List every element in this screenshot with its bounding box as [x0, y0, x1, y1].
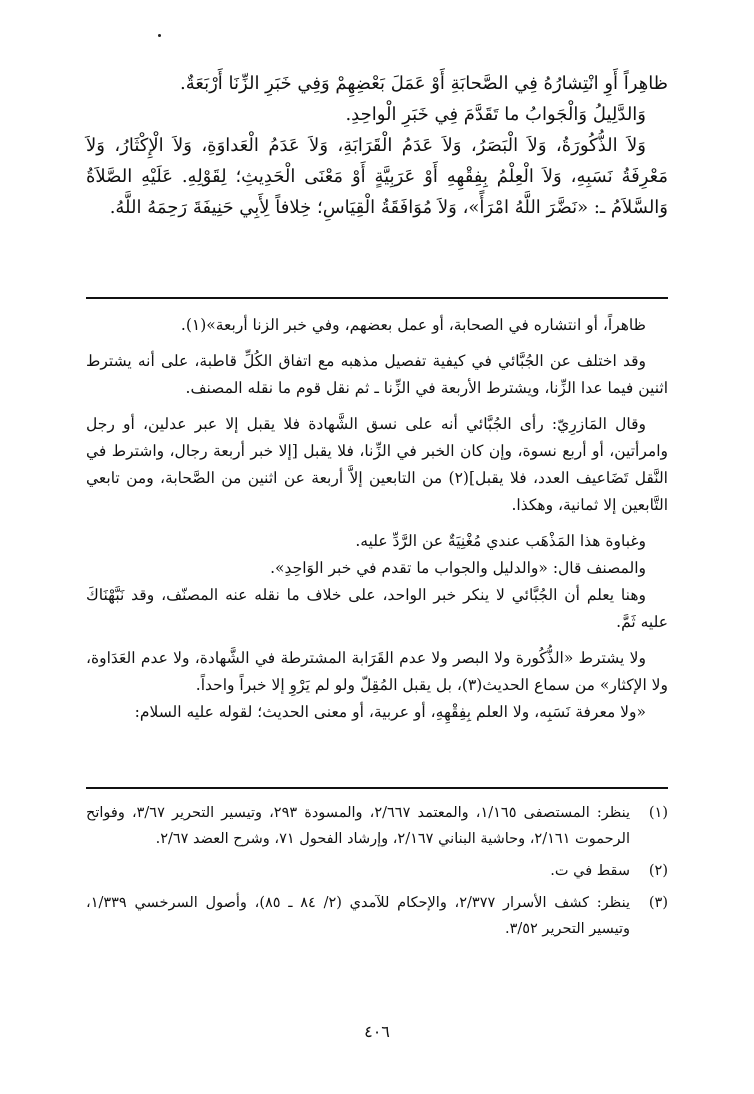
footnote-number: (٢) — [648, 863, 668, 879]
matn-separator-rule — [86, 297, 668, 299]
footnote-number: (٣) — [648, 895, 668, 911]
matn-line-1: ظاهِراً أَوِ انْتِشارُهُ فِي الصَّحابَةِ أَوْ عَمَلَ بَعْضِهِمْ وَفِي خَبَرِ الزِّنَا أَرْبَعَةٌ. — [180, 73, 668, 94]
commentary-paragraph-8: «ولا معرفة نَسَبِه، ولا العلم بِفِقْهِهِ، أو عربية، أو معنى الحديث؛ لقوله عليه السلام: — [134, 703, 646, 721]
commentary-paragraph-1: ظاهراً، أو انتشاره في الصحابة، أو عمل بعضهم، وفي خبر الزنا أربعة»(١). — [180, 316, 646, 334]
commentary-paragraph-4: وغباوة هذا المَذْهَب عندي مُغْنِيَةٌ عن الرَّدِّ عليه. — [355, 532, 646, 550]
footnote-text: ينظر: كشف الأسرار ٢/٣٧٧، والإحكام للآمدي (٢/ ٨٤ ـ ٨٥)، وأصول السرخسي ١/٣٣٩، وتيسير التحرير ٣/٥٢. — [86, 895, 630, 937]
footnote-3 — [86, 890, 668, 942]
footnote-2 — [86, 858, 668, 884]
matn-paragraph-3: وَلاَ الذُّكُورَةُ، وَلاَ الْبَصَرُ، وَلاَ عَدَمُ الْقَرَابَةِ، وَلاَ عَدَمُ الْعَداوَةِ، وَلاَ الْإِكْثَارُ، وَلاَ مَعْرِفَةُ نَسَبِهِ، وَلاَ الْعِلْمُ بِفِقْهِهِ أَوْ عَرَبِيَّةٍ أَوْ مَعْنَى الْحَدِيثِ؛ لِقَوْلِهِ. عَلَيْهِ الصَّلاَةُ وَالسَّلاَمُ ـ: «نَضَّرَ اللَّهُ امْرَأً»، وَلاَ مُوَافَقَةُ الْقِيَاسِ؛ خِلافاً لِأَبِي حَنِيفَةَ رَحِمَهُ اللَّهُ. — [86, 135, 668, 218]
footnotes — [86, 800, 668, 948]
commentary-paragraph-6: وهنا يعلم أن الجُبَّائي لا ينكر خبر الواحد، على خلاف ما نقله عنه المصنّف، وقد نَبَّهْنَاكَ عليه ثَمَّ. — [86, 586, 668, 631]
commentary-paragraph-3: وقال المَازرِيّ: رأى الجُبَّائي أنه على نسق الشَّهادة فلا يقبل إلا عبر عدلين، أو رجل وامرأتين، أو أربع نسوة، وإن كان الخبر في الزِّنا، فلا يقبل [إلا خبر أربعة رجال، واشترط في النَّقل تَضَاعيف العدد، فلا يقبل](٢) من التابعين إلاَّ أربعة عن اثنين من الصَّحابة، ومن تابعي التَّابعين إلا ثمانية، وهكذا. — [86, 415, 668, 514]
commentary-paragraph-2: وقد اختلف عن الجُبَّائي في كيفية تفصيل مذهبه مع اتفاق الكُلِّ قاطبة، على أنه يشترط اثنين فيما عدا الزِّنا، ويشترط الأربعة في الزِّنا ـ ثم نقل قوم ما نقله المصنف. — [86, 352, 668, 397]
commentary-paragraph-7: ولا يشترط «الذُّكُورة ولا البصر ولا عدم القَرَابة المشترطة في الشَّهادة، ولا عدم العَدَاوة، ولا الإكثار» من سماع الحديث(٣)، بل يقبل المُقِلّ ولو لم يَرْوِ إلا خبراً واحداً. — [86, 649, 668, 694]
footnote-1 — [86, 800, 668, 852]
page-number: ٤٠٦ — [364, 1022, 390, 1041]
footnote-separator-rule — [86, 787, 668, 789]
commentary-text — [86, 312, 668, 726]
footnote-text: سقط في ت. — [550, 863, 630, 879]
footnote-text: ينظر: المستصفى ١/١٦٥، والمعتمد ٢/٦٦٧، والمسودة ٢٩٣، وتيسير التحرير ٣/٦٧، وفواتح الرحموت ٢/١٦١، وحاشية البناني ٢/١٦٧، وإرشاد الفحول ٧١، وشرح العضد ٢/٦٧. — [86, 805, 631, 847]
stray-dot — [158, 34, 161, 37]
commentary-paragraph-5: والمصنف قال: «والدليل والجواب ما تقدم في خبر الوَاحِدِ». — [270, 559, 646, 577]
matn-text — [86, 68, 668, 223]
matn-line-2: وَالدَّلِيلُ وَالْجَوابُ ما تَقَدَّمَ فِي خَبَرِ الْواحِدِ. — [345, 104, 646, 125]
footnote-number: (١) — [648, 805, 668, 821]
